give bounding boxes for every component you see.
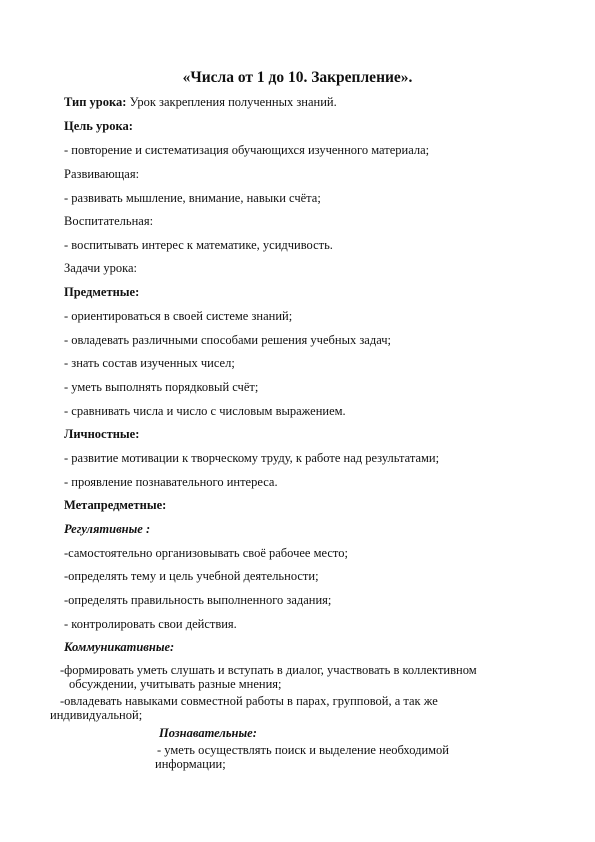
lesson-type-line (64, 95, 337, 109)
subject-item: - уметь выполнять порядковый счёт; (64, 380, 259, 394)
regulatory-item: - контролировать свои действия. (64, 617, 237, 631)
lesson-type-label: Тип урока: (64, 95, 127, 109)
regulatory-item: -определять тему и цель учебной деятельности; (64, 569, 319, 583)
subject-item: - ориентироваться в своей системе знаний; (64, 309, 293, 323)
cognitive-item: информации; (155, 757, 226, 771)
communicative-item: -формировать уметь слушать и вступать в диалог, участвовать в коллективном (60, 663, 477, 677)
regulatory-item: -самостоятельно организовывать своё рабочее место; (64, 546, 348, 560)
educational-heading: Воспитательная: (64, 214, 154, 228)
subject-heading: Предметные: (64, 285, 140, 299)
meta-heading: Метапредметные: (64, 498, 167, 512)
developing-heading: Развивающая: (64, 167, 140, 181)
regulatory-heading: Регулятивные : (64, 522, 151, 536)
personal-item: - проявление познавательного интереса. (64, 475, 278, 489)
subject-item: - знать состав изученных чисел; (64, 356, 235, 370)
communicative-heading: Коммуникативные: (64, 640, 175, 654)
communicative-item: -овладевать навыками совместной работы в парах, групповой, а так же (60, 694, 438, 708)
regulatory-item: -определять правильность выполненного задания; (64, 593, 332, 607)
personal-heading: Личностные: (64, 427, 140, 441)
subject-item: - сравнивать числа и число с числовым выражением. (64, 404, 346, 418)
educational-item: - воспитывать интерес к математике, усидчивость. (64, 238, 333, 252)
personal-item: - развитие мотивации к творческому труду, к работе над результатами; (64, 451, 440, 465)
cognitive-heading: Познавательные: (159, 726, 257, 740)
communicative-item: обсуждении, учитывать разные мнения; (69, 677, 282, 691)
goal-item: - повторение и систематизация обучающихся изученного материала; (64, 143, 430, 157)
tasks-heading: Задачи урока: (64, 261, 137, 275)
communicative-item: индивидуальной; (50, 708, 143, 722)
developing-item: - развивать мышление, внимание, навыки счёта; (64, 191, 321, 205)
cognitive-item: - уметь осуществлять поиск и выделение необходимой (157, 743, 449, 757)
subject-item: - овладевать различными способами решения учебных задач; (64, 333, 391, 347)
page-title: «Числа от 1 до 10. Закрепление». (182, 69, 413, 86)
goal-heading: Цель урока: (64, 119, 133, 133)
lesson-type-value: Урок закрепления полученных знаний. (126, 95, 337, 109)
